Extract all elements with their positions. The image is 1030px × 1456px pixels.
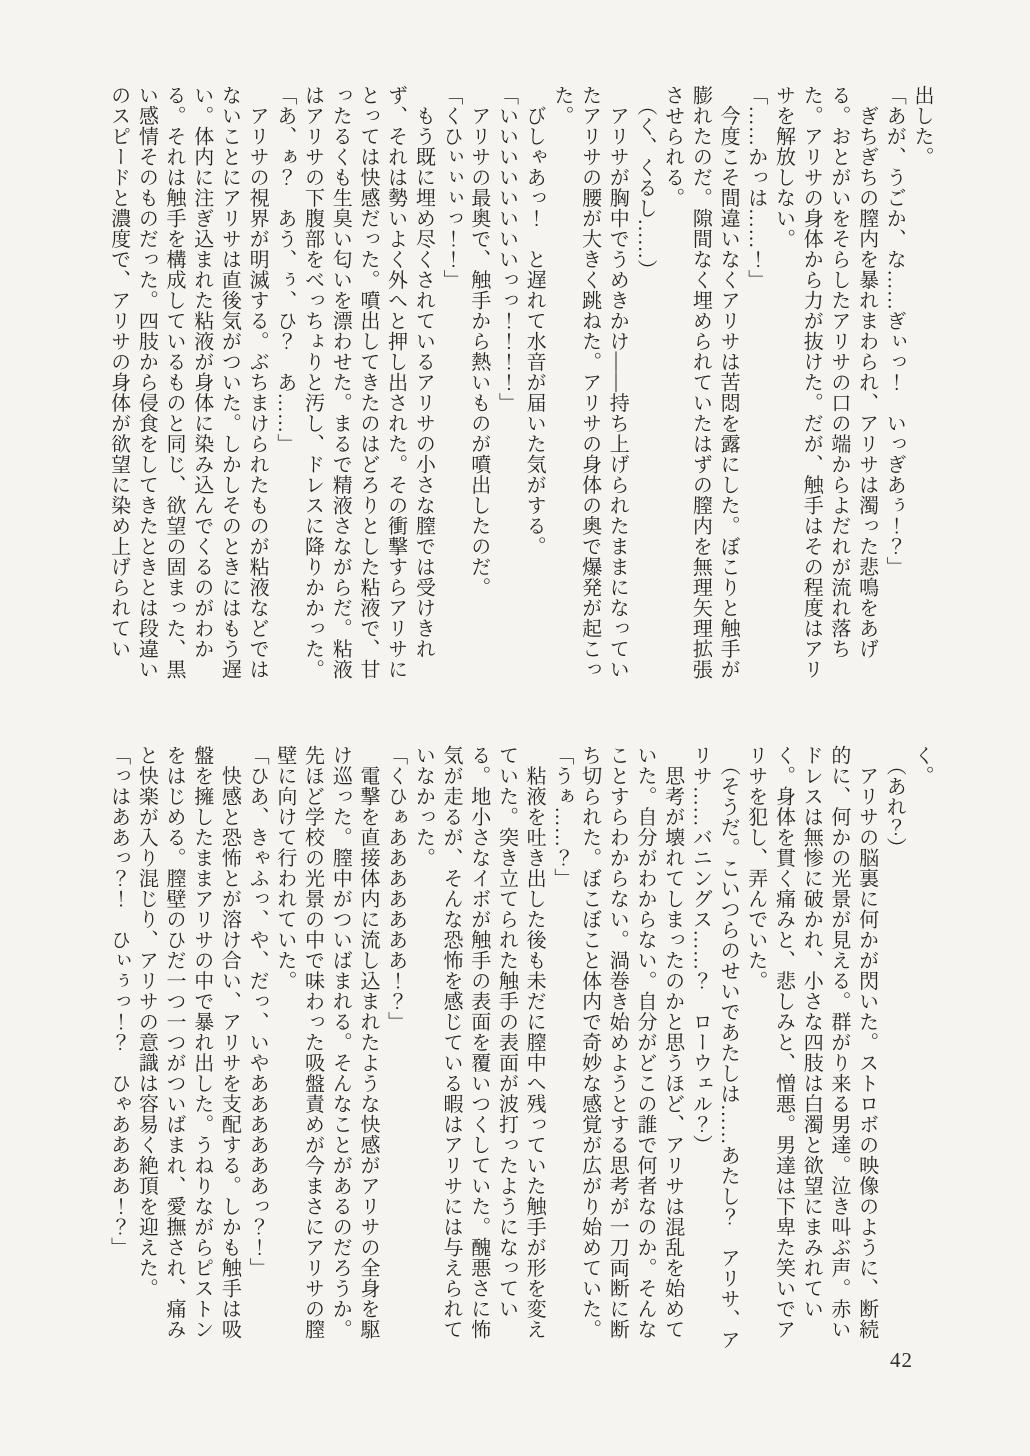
text-line: 盤を擁したままアリサの中で暴れ出した。うねりながらピストン [190,745,213,1340]
text-line: 思考が壊れてしまったのかと思うほど、アリサは混乱を始めて [661,745,684,1340]
text-line: いた。自分がわからない。自分がどこの誰で何者なのか。そんな [633,745,656,1340]
text-line: （あれ？） [883,745,906,858]
text-line: 「……かっは……！」 [744,85,767,290]
bottom-text-block [104,745,935,1373]
page-number: 42 [890,1348,913,1372]
text-line: ないことにアリサは直後気がついた。しかしそのときにはもう遅 [218,85,241,680]
text-line: アリサが胸中でうめきかけ――持ち上げられたままになってい [606,85,629,680]
text-line: け巡った。膣中がついばまれる。そんなことがあるのだろうか。 [329,745,352,1340]
text-line: 今度こそ間違いなくアリサは苦悶を露にした。ぼこりと触手が [717,85,740,680]
text-line: ことすらわからない。渦巻き始めようとする思考が一刀両断に断 [606,745,629,1340]
text-line: 気が走るが、そんな恐怖を感じている暇はアリサには与えられて [440,745,463,1340]
text-line: リサを犯し、弄んでいた。 [744,745,767,991]
text-line: アリサの視界が明滅する。ぶちまけられたものが粘液などでは [246,85,269,680]
text-line: く。 [911,745,933,786]
text-line: 「っはああっ？！ ひぃぅっ！？ ひゃああああ！？」 [107,745,130,1258]
text-line: た。アリサの身体から力が抜けた。だが、触手はその程度はアリ [800,85,823,680]
text-line: はアリサの下腹部をべっちょりと汚し、ドレスに降りかかった。 [301,85,324,680]
text-line: ち切られた。ぼこぼこと体内で奇妙な感覚が広がり始めていた。 [578,745,601,1340]
text-line: とっては快感だった。噴出してきたのはどろりとした粘液で、甘 [356,85,379,680]
text-line: と快楽が入り混じり、アリサの意識は容易く絶頂を迎えた。 [135,745,158,1299]
text-line: 「あ、ぁ？ あう、ぅ、ひ？ あ……」 [273,85,296,454]
text-line: リサ……バニングス……？ ローウェル？） [689,745,712,1155]
text-line: 「いいいいいいいいっっ！！！！」 [495,85,518,413]
text-line: ったるくも生臭い匂いを漂わせた。まるで精液さながらだ。粘液 [329,85,352,680]
text-line: させられる。 [661,85,684,208]
text-line: 「あが、うごか、な……ぎぃっ！ いっぎあぅ！？」 [883,85,906,577]
text-line: （く、くるし……） [633,85,656,280]
text-line: い。体内に注ぎ込まれた粘液が身体に染み込んでくるのがわか [190,85,213,659]
text-line: た。 [550,85,573,126]
text-line: びしゃあっ！ と遅れて水音が届いた気がする。 [523,85,546,557]
text-line: 先ほど学校の光景の中で味わった吸盤責めが今まさにアリサの膣 [301,745,324,1340]
text-line: る。地小さなイボが触手の表面を覆いつくしていた。醜悪さに怖 [467,745,490,1340]
text-line: 「ひあ、きゃふっ、や、だっ、いやああああああっ？！」 [246,745,269,1278]
text-line: ず、それは勢いよく外へと押し出された。その衝撃すらアリサに [384,85,407,680]
text-line: ドレスは無惨に破かれ、小さな四肢は白濁と欲望にまみれてい [800,745,823,1319]
text-line: 粘液を吐き出した後も未だに膣中へ残っていた触手が形を変え [523,745,546,1340]
text-line: る。おとがいをそらしたアリサの口の端からよだれが流れ落ち [827,85,850,659]
text-line: 出した。 [911,85,933,167]
text-line: のスピードと濃度で、アリサの身体が欲望に染め上げられてい [107,85,130,659]
text-line: 「うぁ……？」 [550,745,573,889]
text-line: 「くひぃぃぃっ！！」 [440,85,463,290]
text-line: 電撃を直接体内に流し込まれたような快感がアリサの全身を駆 [356,745,379,1340]
text-line: （そうだ。こいつらのせいであたしは……あたし？ アリサ、ア [717,745,740,1350]
text-line: 壁に向けて行われていた。 [273,745,296,991]
text-line: サを解放しない。 [772,85,795,249]
text-line: アリサの脳裏に何かが閃いた。ストロボの映像のように、断続 [855,745,878,1340]
text-line: 快感と恐怖とが溶け合い、アリサを支配する。しかも触手は吸 [218,745,241,1340]
text-line: アリサの最奥で、触手から熱いものが噴出したのだ。 [467,85,490,598]
top-text-block [104,85,935,713]
text-line: い感情そのものだった。四肢から侵食をしてきたときとは段違い [135,85,158,680]
text-line: いなかった。 [412,745,435,868]
text-line: もう既に埋め尽くされているアリサの小さな膣では受けきれ [412,85,435,659]
text-line: る。それは触手を構成しているものと同じ、欲望の固まった、黒 [163,85,186,680]
text-line: 膨れたのだ。隙間なく埋められていたはずの膣内を無理矢理拡張 [689,85,712,680]
text-line: ていた。突き立てられた触手の表面が波打ったようになってい [495,745,518,1319]
text-line: たアリサの腰が大きく跳ねた。アリサの身体の奥で爆発が起こっ [578,85,601,680]
text-line: 的に、何かの光景が見える。群がり来る男達。泣き叫ぶ声。赤い [827,745,850,1340]
text-line: ぎちぎちの膣内を暴れまわられ、アリサは濁った悲鳴をあげ [855,85,878,659]
text-line: をはじめる。膣壁のひだ一つ一つがついばまれ、愛撫され、痛み [163,745,186,1340]
text-line: く。身体を貫く痛みと、悲しみと、憎悪。男達は下卑た笑いでア [772,745,795,1340]
text-line: 「くひぁあああああああ！？」 [384,745,407,1032]
